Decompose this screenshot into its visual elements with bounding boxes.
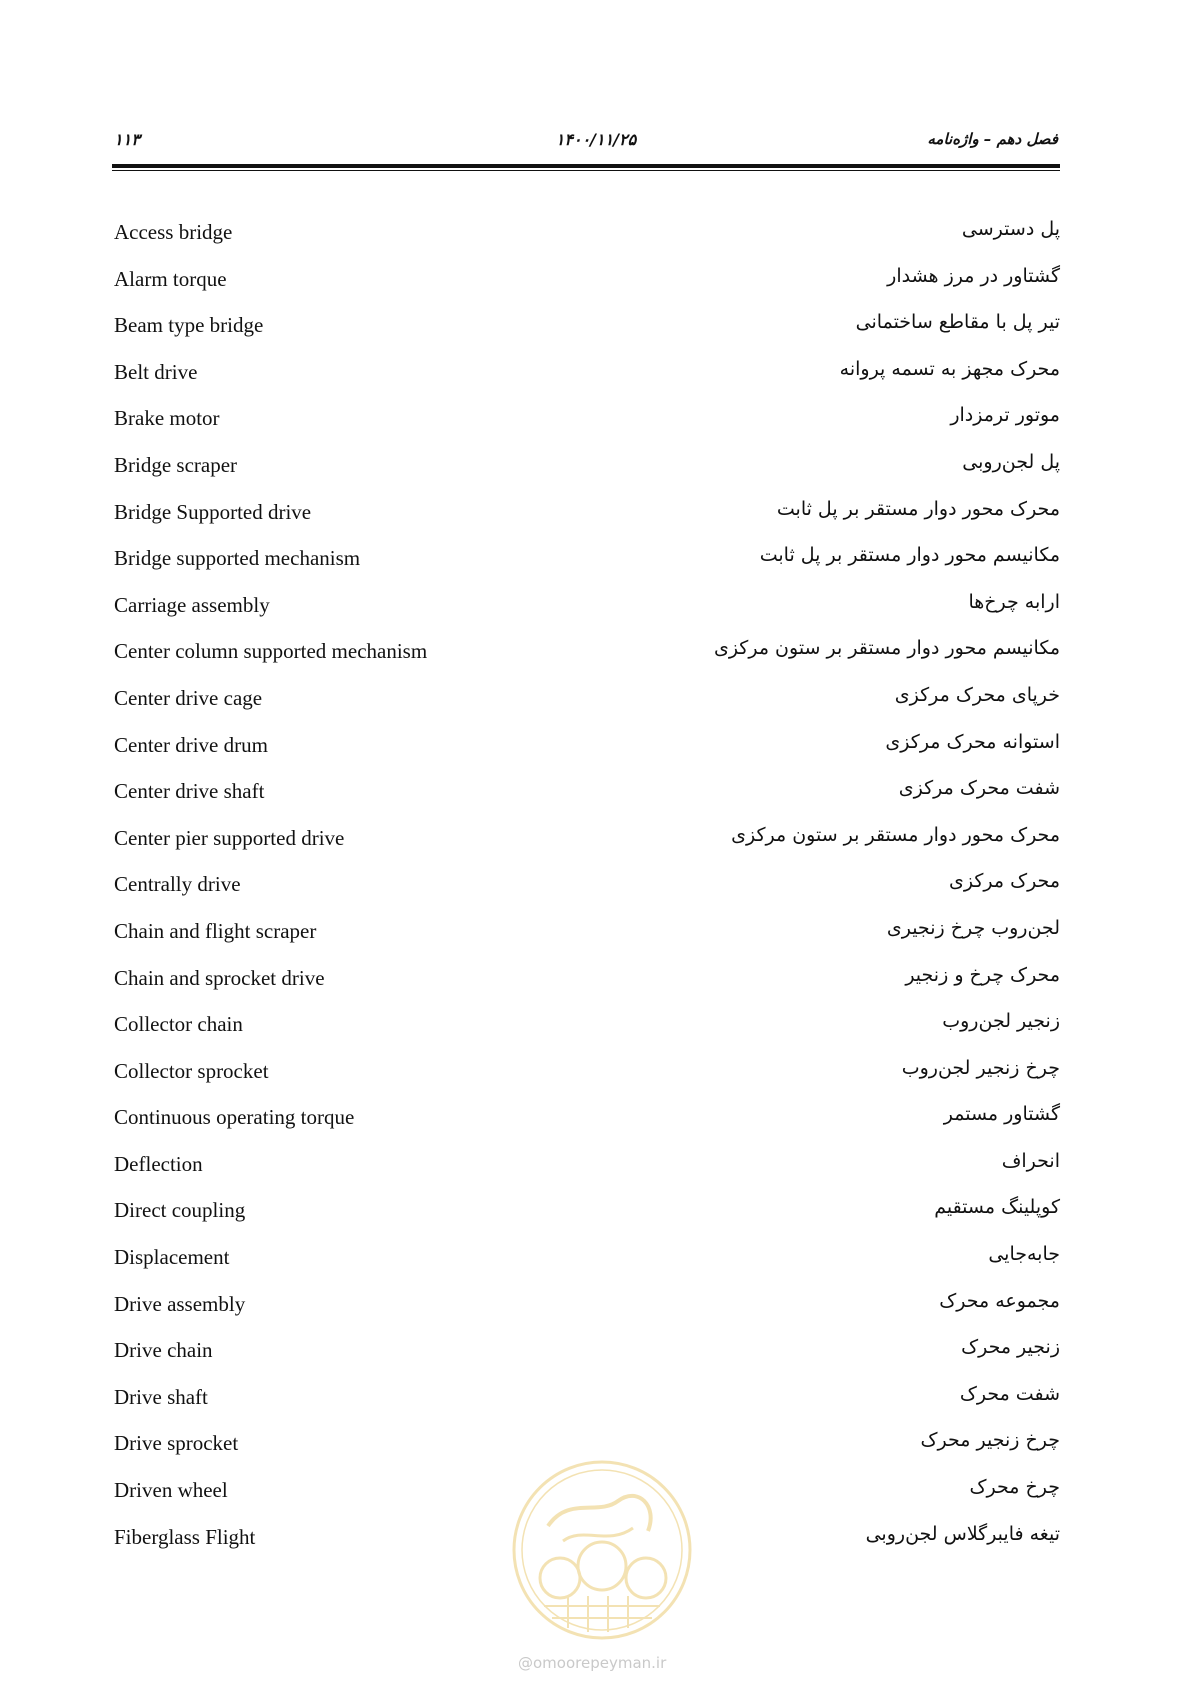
header-rule-thick [112, 164, 1060, 168]
glossary-row [114, 1055, 1060, 1102]
glossary-row [114, 1334, 1060, 1381]
persian-term: محرک مجهز به تسمه پروانه [839, 357, 1060, 380]
persian-term: محرک محور دوار مستقر بر پل ثابت [776, 497, 1060, 520]
persian-term: محرک چرخ و زنجیر [905, 963, 1060, 986]
english-term: Centrally drive [114, 872, 241, 897]
english-term: Access bridge [114, 220, 233, 244]
english-term: Drive sprocket [114, 1431, 239, 1456]
english-term: Chain and sprocket drive [114, 965, 325, 990]
english-term: Drive shaft [114, 1384, 208, 1409]
english-term: Chain and flight scraper [114, 918, 317, 943]
persian-term: جابه‌جایی [988, 1243, 1060, 1266]
english-term: Belt drive [114, 359, 198, 384]
english-term: Continuous operating torque [114, 1105, 355, 1130]
glossary-row [114, 216, 1060, 263]
persian-term: مکانیسم محور دوار مستقر بر ستون مرکزی [713, 637, 1060, 660]
glossary-row [114, 449, 1060, 496]
persian-term: تیغه فایبرگلاس لجن‌روبی [865, 1522, 1060, 1545]
watermark-url: @omoorepeyman.ir [518, 1654, 667, 1672]
glossary-row [114, 915, 1060, 962]
english-term: Fiberglass Flight [114, 1524, 256, 1549]
english-term: Center drive cage [114, 685, 263, 710]
chapter-title: فصل دهم – واژه‌نامه [927, 130, 1058, 148]
persian-term: تیر پل با مقاطع ساختمانی [855, 311, 1060, 334]
english-term: Direct coupling [114, 1198, 246, 1223]
persian-term: موتور ترمزدار [950, 404, 1060, 427]
glossary-row [114, 962, 1060, 1009]
persian-term: پل لجن‌روبی [962, 450, 1060, 473]
glossary-row [114, 496, 1060, 543]
english-term: Center drive drum [114, 732, 268, 757]
glossary-row [114, 263, 1060, 310]
english-term: Alarm torque [114, 266, 227, 291]
glossary-row [114, 589, 1060, 636]
glossary-row [114, 309, 1060, 356]
glossary-row [114, 635, 1060, 682]
glossary-row [114, 822, 1060, 869]
persian-term: محرک محور دوار مستقر بر ستون مرکزی [731, 823, 1060, 846]
persian-term: لجن‌روب چرخ زنجیری [886, 916, 1060, 939]
glossary-row [114, 542, 1060, 589]
glossary-row [114, 1008, 1060, 1055]
glossary-row [114, 1381, 1060, 1428]
glossary-list [114, 216, 1060, 1567]
header-date: ۱۴۰۰/۱۱/۲۵ [555, 130, 637, 149]
english-term: Drive assembly [114, 1291, 246, 1316]
glossary-row [114, 868, 1060, 915]
glossary-row [114, 729, 1060, 776]
english-term: Deflection [114, 1151, 203, 1176]
glossary-row [114, 1194, 1060, 1241]
persian-term: گشتاور مستمر [943, 1103, 1060, 1126]
persian-term: چرخ زنجیر لجن‌روب [901, 1056, 1060, 1079]
glossary-row [114, 775, 1060, 822]
english-term: Collector sprocket [114, 1058, 269, 1083]
english-term: Drive chain [114, 1338, 213, 1363]
glossary-row [114, 356, 1060, 403]
english-term: Driven wheel [114, 1478, 228, 1503]
persian-term: انحراف [1001, 1149, 1060, 1172]
persian-term: گشتاور در مرز هشدار [887, 264, 1060, 287]
english-term: Bridge supported mechanism [114, 546, 361, 571]
persian-term: زنجیر لجن‌روب [942, 1010, 1060, 1033]
english-term: Bridge Supported drive [114, 499, 312, 524]
persian-term: زنجیر محرک [961, 1336, 1060, 1359]
persian-term: شفت محرک مرکزی [898, 777, 1060, 800]
glossary-row [114, 1148, 1060, 1195]
english-term: Center column supported mechanism [114, 639, 428, 664]
english-term: Carriage assembly [114, 592, 270, 617]
english-term: Center drive shaft [114, 779, 265, 804]
page-number: ۱۱۳ [114, 130, 140, 149]
persian-term: خرپای محرک مرکزی [894, 683, 1060, 706]
persian-term: مجموعه محرک [939, 1289, 1060, 1312]
persian-term: مکانیسم محور دوار مستقر بر پل ثابت [759, 544, 1060, 567]
english-term: Beam type bridge [114, 313, 264, 338]
persian-term: چرخ زنجیر محرک [920, 1429, 1060, 1452]
persian-term: استوانه محرک مرکزی [885, 730, 1060, 753]
persian-term: پل دسترسی [961, 218, 1060, 240]
glossary-row [114, 1288, 1060, 1335]
glossary-row [114, 1101, 1060, 1148]
page-header [112, 128, 1060, 156]
glossary-row [114, 1241, 1060, 1288]
persian-term: شفت محرک [959, 1382, 1060, 1405]
english-term: Displacement [114, 1245, 230, 1270]
persian-term: محرک مرکزی [948, 870, 1060, 893]
english-term: Brake motor [114, 406, 220, 431]
english-term: Collector chain [114, 1012, 243, 1037]
english-term: Bridge scraper [114, 452, 238, 477]
header-rule-thin [112, 170, 1060, 171]
persian-term: چرخ محرک [969, 1476, 1060, 1499]
persian-term: کوپلینگ مستقیم [934, 1196, 1060, 1219]
english-term: Center pier supported drive [114, 825, 345, 850]
glossary-row [114, 402, 1060, 449]
glossary-row [114, 682, 1060, 729]
watermark-seal-icon [508, 1456, 696, 1644]
persian-term: ارابه چرخ‌ها [968, 590, 1060, 613]
